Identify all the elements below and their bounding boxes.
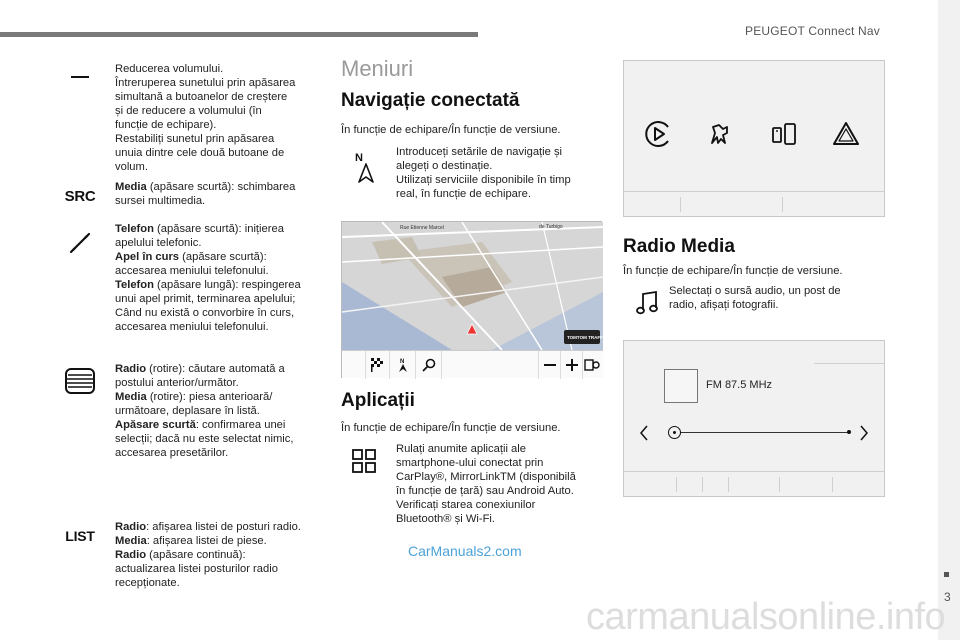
navigation-triangle-icon <box>831 119 861 149</box>
list-text: Radio: afișarea listei de posturi radio. Media: afișarea listei de piese. Radio (apăsare continuă): actualizarea listei posturilor radio recepționate. <box>115 521 301 589</box>
search-button[interactable] <box>416 351 442 379</box>
previous-button[interactable] <box>636 423 652 443</box>
svg-text:Rue Etienne Marcel: Rue Etienne Marcel <box>400 225 444 231</box>
carmanuals-watermark: CarManuals2.com <box>408 543 522 559</box>
checkered-flag-button[interactable] <box>366 351 390 379</box>
zoom-in-button[interactable] <box>561 351 583 379</box>
screen-tick <box>728 477 729 492</box>
navigation-icon <box>352 150 380 186</box>
phone-icon <box>60 228 100 258</box>
search-icon <box>422 358 436 372</box>
music-note-icon <box>632 288 662 318</box>
peugeot-lion-icon <box>705 119 735 149</box>
screen-top-line <box>814 363 884 364</box>
map-settings-button[interactable] <box>583 351 601 379</box>
header-rule <box>0 32 478 37</box>
menu-navigation-arrow-button[interactable] <box>828 116 864 152</box>
apps-grid-icon <box>350 448 378 474</box>
main-menu-screen <box>623 60 885 217</box>
minus-icon <box>60 62 100 92</box>
tuning-slider-knob-dot <box>673 431 676 434</box>
src-label-icon: SRC <box>64 187 96 205</box>
compass-north-icon <box>397 357 409 373</box>
map-toolbar-spacer <box>342 351 366 379</box>
header-title: PEUGEOT Connect Nav <box>745 24 880 38</box>
map-graphic <box>342 222 608 350</box>
album-art-placeholder <box>664 369 698 403</box>
zoom-minus-icon <box>544 363 556 367</box>
menu-connectivity-button[interactable] <box>766 116 802 152</box>
svg-text:N: N <box>399 358 404 365</box>
tuning-slider-end <box>847 430 851 434</box>
map-toolbar <box>342 350 603 378</box>
smartphone-connect-icon <box>769 119 799 149</box>
svg-text:N: N <box>355 152 363 164</box>
page-marker <box>944 572 949 577</box>
radio-description: Selectați o sursă audio, un post de radio, afișați fotografii. <box>669 285 841 311</box>
chevron-left-icon <box>639 425 649 441</box>
navigation-map-screen <box>341 221 608 378</box>
page-number: 3 <box>944 590 951 604</box>
checkered-flag-icon <box>371 358 385 372</box>
thumbwheel-icon <box>60 366 100 396</box>
volume-text: Reducerea volumului. Întreruperea sunetului prin apăsarea simultană a butoanelor de creștere și de reducere a volumului (în funcție de echipare). Restabiliți sunetul prin apăsarea unuia dintre cele două butoane de volum. <box>115 63 296 173</box>
radio-subtitle: În funcție de echipare/În funcție de versiune. <box>623 265 843 277</box>
nav-heading: Navigație conectată <box>341 90 520 111</box>
screen-divider <box>624 191 884 192</box>
zoom-out-button[interactable] <box>539 351 561 379</box>
map-toolbar-blank <box>442 351 539 379</box>
list-label-icon: LIST <box>65 528 95 544</box>
screen-tick <box>680 197 681 212</box>
screen-tick <box>779 477 780 492</box>
play-circle-icon <box>643 119 673 149</box>
wheel-text: Radio (rotire): căutare automată a postului anterior/următor. Media (rotire): piesa anterioară/ următoare, deplasare în listă. Apăsare scurtă: confirmarea unei selecții; dacă nu este selectat nimic, accesarea presetărilor. <box>115 363 294 459</box>
map-settings-icon <box>584 358 600 372</box>
apps-description: Rulați anumite aplicații ale smartphone-ului conectat prin CarPlay®, MirrorLinkTM (disponibilă în funcție de țară) sau Android Auto. Verificați starea conexiunilor Bluetooth® și Wi-Fi. <box>396 443 576 525</box>
screen-tick <box>782 197 783 212</box>
apps-subtitle: În funcție de echipare/În funcție de versiune. <box>341 422 561 434</box>
tuning-slider-track[interactable] <box>674 432 850 433</box>
menu-vehicle-button[interactable] <box>702 116 738 152</box>
nav-description: Introduceți setările de navigație și alegeți o destinație. Utilizați serviciile disponibile în timp real, în funcție de echipare. <box>396 146 571 200</box>
radio-frequency: FM 87.5 MHz <box>706 379 773 391</box>
apps-heading: Aplicații <box>341 390 415 411</box>
chevron-right-icon <box>859 425 869 441</box>
screen-tick <box>832 477 833 492</box>
nav-subtitle: În funcție de echipare/În funcție de versiune. <box>341 124 561 136</box>
svg-text:TOMTOM TRAFFIC: TOMTOM TRAFFIC <box>567 335 608 340</box>
radio-screen <box>623 340 885 497</box>
menu-navigation-button[interactable] <box>640 116 676 152</box>
screen-tick <box>702 477 703 492</box>
radio-heading: Radio Media <box>623 236 735 257</box>
screen-tick <box>676 477 677 492</box>
screen-divider <box>624 471 884 472</box>
phone-text: Telefon (apăsare scurtă): inițierea apelului telefonic. Apel în curs (apăsare scurtă): accesarea meniului telefonului. Telefon (apăsare lungă): respingerea unui apel primit, terminarea apelului; Când nu există o convorbire în curs, accesarea meniului telefonului. <box>115 223 301 333</box>
side-margin <box>938 0 960 640</box>
section-title: Meniuri <box>341 56 414 81</box>
next-button[interactable] <box>856 423 872 443</box>
compass-button[interactable] <box>390 351 416 379</box>
svg-text:de Turbigo: de Turbigo <box>539 224 563 230</box>
src-text: Media (apăsare scurtă): schimbarea sursei multimedia. <box>115 181 296 207</box>
zoom-plus-icon <box>566 359 578 371</box>
carmanualsonline-watermark: carmanualsonline.info <box>586 596 946 638</box>
